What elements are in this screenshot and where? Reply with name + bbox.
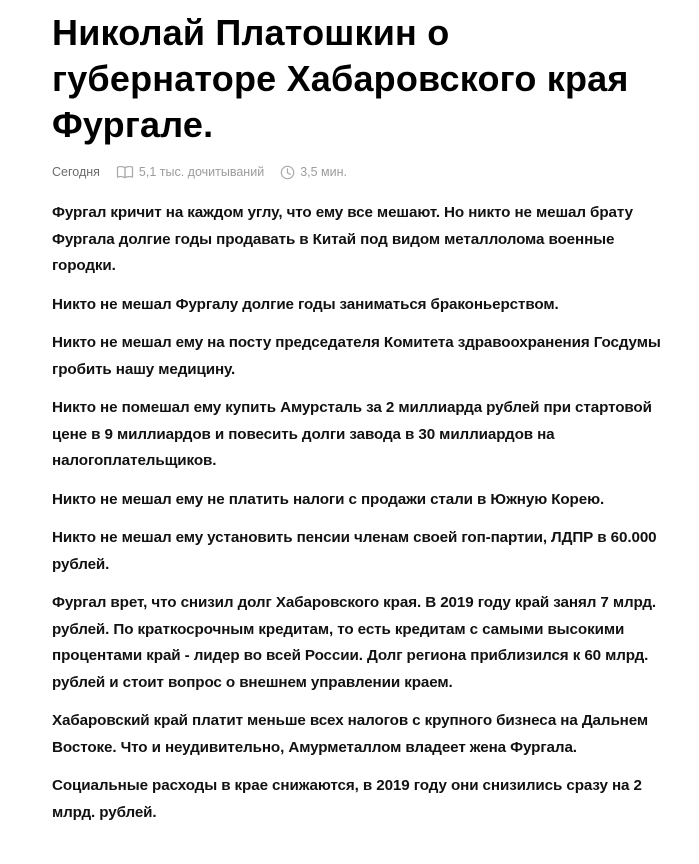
reads-count — [116, 165, 264, 179]
paragraph: Фургал врет, что снизил долг Хабаровского края. В 2019 году край занял 7 млрд. рублей. По краткосрочным кредитам, то есть кредитам с самыми высокими процентами край - лидер во всей России. Долг региона приблизился к 60 млрд. рублей и стоит вопрос о внешнем управлении краем. — [52, 594, 656, 691]
read-time — [280, 165, 347, 180]
publish-date: Сегодня — [52, 165, 100, 179]
paragraph: Фургал кричит на каждом углу, что ему все мешают. Но никто не мешал брату Фургала долгие годы продавать в Китай под видом металлолома военные городки. — [52, 204, 633, 274]
paragraph: Никто не помешал ему купить Амурсталь за 2 миллиарда рублей при стартовой цене в 9 миллиардов и повесить долги завода в 30 миллиардов на налогоплательщиков. — [52, 399, 652, 469]
article — [52, 10, 662, 826]
paragraph: Хабаровский край платит меньше всех налогов с крупного бизнеса на Дальнем Востоке. Что и неудивительно, Амурметаллом владеет жена Фургала. — [52, 712, 649, 756]
paragraph: Никто не мешал ему установить пенсии членам своей гоп-партии, ЛДПР в 60.000 рублей. — [52, 529, 657, 573]
reads-count-text: 5,1 тыс. дочитываний — [138, 165, 265, 179]
paragraph: Никто не мешал ему на посту председателя Комитета здравоохранения Госдумы гробить нашу медицину. — [52, 334, 661, 378]
paragraph: Социальные расходы в крае снижаются, в 2019 году они снизились сразу на 2 млрд. рублей. — [52, 777, 642, 821]
book-icon — [116, 165, 134, 179]
read-time-text: 3,5 мин. — [300, 165, 347, 179]
paragraph: Никто не мешал Фургалу долгие годы заниматься браконьерством. — [52, 295, 559, 313]
article-body — [52, 200, 662, 826]
article-meta — [52, 162, 662, 182]
paragraph: Никто не мешал ему не платить налоги с продажи стали в Южную Корею. — [52, 490, 605, 508]
article-title: Николай Платошкин о губернаторе Хабаровского края Фургале. — [52, 12, 629, 145]
clock-icon — [280, 165, 295, 180]
